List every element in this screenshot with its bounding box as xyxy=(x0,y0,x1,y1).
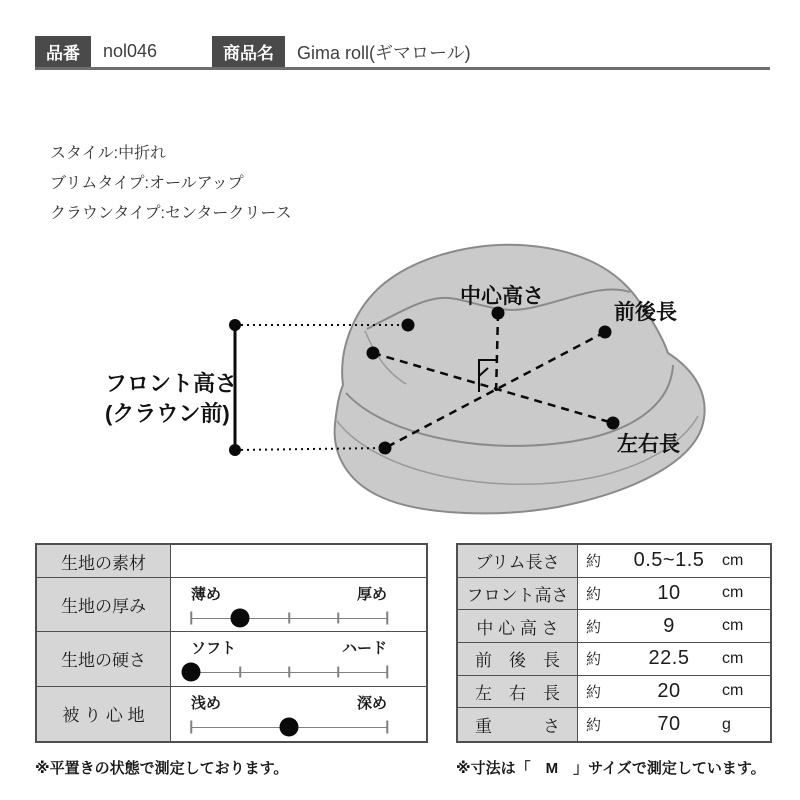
slider-max-label: 厚め xyxy=(356,585,387,603)
slider-dot xyxy=(280,717,299,736)
row-unit: cm xyxy=(722,643,770,675)
table-row-weight xyxy=(458,708,770,741)
approx-label: 約 xyxy=(578,708,616,741)
table-row-brim-length xyxy=(458,545,770,578)
table-row-thickness xyxy=(37,578,426,632)
slider-min-label: 薄め xyxy=(191,585,222,603)
row-label: フロント高さ xyxy=(458,578,578,610)
slider-track xyxy=(191,718,387,736)
thickness-value-cell xyxy=(171,578,426,631)
slider-max-label: 深め xyxy=(356,694,387,712)
label-front-back-length: 前後長 xyxy=(614,301,677,324)
row-unit: cm xyxy=(722,676,770,708)
material-value-cell xyxy=(171,545,426,577)
approx-label: 約 xyxy=(578,545,616,577)
label-center-height: 中心高さ xyxy=(460,285,544,308)
style-spec-list xyxy=(50,139,292,229)
table-row-front-height xyxy=(458,578,770,611)
product-name-value: Gima roll(ギマロール) xyxy=(297,42,471,63)
slider-dot xyxy=(182,662,201,681)
row-label: 被 り 心 地 xyxy=(37,687,171,741)
row-label: 生地の素材 xyxy=(37,545,171,577)
row-unit: cm xyxy=(722,578,770,610)
row-value: 20 xyxy=(616,676,722,708)
label-left-right-length: 左右長 xyxy=(617,433,680,456)
spec-brim-type: ブリムタイプ:オールアップ xyxy=(50,175,244,192)
slider-track xyxy=(191,663,387,681)
product-code-field xyxy=(35,36,212,70)
product-code-label: 品番 xyxy=(35,36,91,67)
slider-max-label: ハード xyxy=(341,639,387,657)
hardness-value-cell xyxy=(171,632,426,685)
label-front-height-1: フロント高さ xyxy=(105,371,238,396)
measurement-footnote-right: ※寸法は「 M 」サイズで測定しています。 xyxy=(456,760,766,777)
approx-label: 約 xyxy=(578,610,616,642)
thickness-slider xyxy=(191,583,387,627)
product-name-field xyxy=(212,36,770,70)
label-front-height-2: (クラウン前) xyxy=(105,401,230,426)
row-value: 70 xyxy=(616,708,722,741)
table-row-fit xyxy=(37,687,426,741)
row-value: 10 xyxy=(616,578,722,610)
table-row-front-back-length xyxy=(458,643,770,676)
slider-track xyxy=(191,609,387,627)
approx-label: 約 xyxy=(578,578,616,610)
row-unit: cm xyxy=(722,545,770,577)
fit-value-cell xyxy=(171,687,426,741)
row-label: 重 さ xyxy=(458,708,578,741)
row-label: 中 心 高 さ xyxy=(458,610,578,642)
product-name-label: 商品名 xyxy=(212,36,285,67)
row-label: 生地の硬さ xyxy=(37,632,171,685)
approx-label: 約 xyxy=(578,643,616,675)
table-row-left-right-length xyxy=(458,676,770,709)
row-label: 前 後 長 xyxy=(458,643,578,675)
size-spec-table xyxy=(456,543,772,743)
row-label: ブリム長さ xyxy=(458,545,578,577)
table-row-hardness xyxy=(37,632,426,686)
approx-label: 約 xyxy=(578,676,616,708)
row-value: 9 xyxy=(616,610,722,642)
fit-slider xyxy=(191,692,387,736)
row-label: 生地の厚み xyxy=(37,578,171,631)
spec-crown-type: クラウンタイプ:センタークリース xyxy=(50,205,292,222)
slider-min-label: 浅め xyxy=(191,694,222,712)
spec-style: スタイル:中折れ xyxy=(50,145,167,162)
row-value: 0.5~1.5 xyxy=(616,545,722,577)
slider-min-label: ソフト xyxy=(191,639,237,657)
row-unit: cm xyxy=(722,610,770,642)
product-code-value: nol046 xyxy=(103,41,158,61)
table-row-material xyxy=(37,545,426,578)
row-value: 22.5 xyxy=(616,643,722,675)
fabric-spec-table xyxy=(35,543,428,743)
hardness-slider xyxy=(191,637,387,681)
row-label: 左 右 長 xyxy=(458,676,578,708)
measurement-footnote-left: ※平置きの状態で測定しております。 xyxy=(35,760,289,777)
slider-dot xyxy=(231,608,250,627)
header xyxy=(35,36,770,70)
row-unit: g xyxy=(722,708,770,741)
hat-measurement-diagram xyxy=(80,235,720,535)
table-row-center-height xyxy=(458,610,770,643)
